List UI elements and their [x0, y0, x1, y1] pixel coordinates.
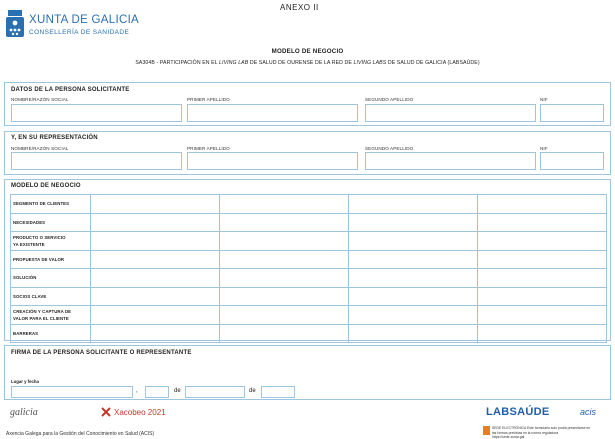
section-title: FIRMA DE LA PERSONA SOLICITANTE O REPRESENTANTE — [11, 350, 192, 356]
place-field[interactable] — [11, 386, 133, 398]
field-label: PRIMER APELLIDO — [187, 146, 230, 151]
grid-cell[interactable] — [220, 287, 349, 306]
grid-row-label — [11, 306, 91, 325]
row-label-line: PROPUESTA DE VALOR — [13, 256, 65, 262]
grid-row-label — [11, 250, 91, 269]
note-line: SEDE ELECTRÓNICA Este formulario solo podrá presentarse en — [492, 426, 591, 430]
field-label: NOMBRE/RAZÓN SOCIAL — [11, 146, 69, 151]
grid-cell[interactable] — [349, 287, 478, 306]
rep-nif-field[interactable] — [540, 152, 604, 170]
subtitle-part: SA304B - PARTICIPACIÓN EN EL — [135, 60, 220, 66]
de-separator: de — [174, 388, 181, 394]
grid-row — [11, 250, 607, 269]
note-line: las formas previstas en la norma reguladora — [492, 430, 559, 435]
grid-row-label — [11, 232, 91, 251]
grid-row — [11, 324, 607, 343]
row-label-line: SOLUCIÓN — [13, 275, 37, 281]
agency-name: Axencia Galega para la Gestión del Conocimiento en Salud (ACIS) — [6, 431, 155, 437]
section-title: MODELO DE NEGOCIO — [11, 183, 81, 189]
business-model-section — [4, 179, 611, 341]
representative-section — [4, 131, 611, 175]
rep-first-surname-field[interactable] — [187, 152, 358, 170]
grid-cell[interactable] — [478, 306, 607, 325]
field-label: SEGUNDO APELLIDO — [365, 97, 414, 102]
grid-cell[interactable] — [220, 324, 349, 343]
row-label-line: NECESIDADES — [13, 219, 46, 225]
grid-cell[interactable] — [220, 269, 349, 288]
rep-second-surname-field[interactable] — [365, 152, 536, 170]
xacobeo-text: Xacobeo 2021 — [114, 407, 166, 417]
row-label-line: YA EXISTENTE — [13, 241, 45, 247]
grid-cell[interactable] — [349, 306, 478, 325]
applicant-section — [4, 82, 611, 126]
grid-cell[interactable] — [91, 269, 220, 288]
document-title: MODELO DE NEGOCIO — [271, 48, 344, 55]
labsaude-logo: LABSAÚDE — [486, 406, 550, 418]
row-label-line: SOCIOS CLAVE — [13, 293, 47, 299]
grid-cell[interactable] — [91, 324, 220, 343]
field-label: NOMBRE/RAZÓN SOCIAL — [11, 97, 69, 102]
grid-cell[interactable] — [349, 250, 478, 269]
grid-cell[interactable] — [91, 287, 220, 306]
grid-cell[interactable] — [91, 195, 220, 214]
de-separator: de — [249, 388, 256, 394]
grid-cell[interactable] — [349, 195, 478, 214]
field-label: SEGUNDO APELLIDO — [365, 146, 414, 151]
grid-cell[interactable] — [220, 306, 349, 325]
logo-text — [29, 14, 139, 36]
rep-name-field[interactable] — [11, 152, 182, 170]
grid-cell[interactable] — [478, 213, 607, 232]
comma-separator: , — [136, 388, 138, 394]
grid-row — [11, 213, 607, 232]
grid-cell[interactable] — [220, 195, 349, 214]
grid-cell[interactable] — [478, 269, 607, 288]
xunta-emblem-icon — [6, 10, 24, 40]
month-field[interactable] — [185, 386, 245, 398]
applicant-name-field[interactable] — [11, 104, 182, 122]
grid-cell[interactable] — [478, 195, 607, 214]
grid-row — [11, 269, 607, 288]
acis-logo: acis — [580, 407, 597, 417]
grid-cell[interactable] — [220, 232, 349, 251]
grid-row-label — [11, 269, 91, 288]
grid-cell[interactable] — [349, 269, 478, 288]
row-label-line: PRODUCTO O SERVICIO — [13, 234, 66, 240]
grid-cell[interactable] — [220, 250, 349, 269]
org-title: XUNTA DE GALICIA — [29, 14, 140, 26]
grid-cell[interactable] — [349, 213, 478, 232]
grid-row-label — [11, 287, 91, 306]
section-title: DATOS DE LA PERSONA SOLICITANTE — [11, 87, 130, 93]
section-title: Y, EN SU REPRESENTACIÓN — [11, 135, 98, 141]
place-date-label: Lugar y fecha — [11, 379, 39, 384]
grid-cell[interactable] — [349, 324, 478, 343]
subtitle-part-italic: LIVING LABS — [353, 60, 387, 66]
page-footer — [0, 403, 615, 439]
grid-row-label — [11, 324, 91, 343]
grid-row — [11, 287, 607, 306]
business-model-grid — [10, 194, 607, 343]
annex-label: ANEXO II — [280, 3, 319, 12]
document-subtitle — [0, 60, 615, 66]
subtitle-part-italic: LIVING LAB — [219, 60, 249, 66]
grid-cell[interactable] — [478, 232, 607, 251]
electronic-office-note — [483, 426, 590, 439]
row-label-line: VALOR PARA EL CLIENTE — [13, 315, 69, 321]
org-subtitle: CONSELLERÍA DE SANIDADE — [29, 29, 130, 36]
grid-cell[interactable] — [478, 287, 607, 306]
row-label-line: CREACIÓN Y CAPTURA DE — [13, 308, 72, 314]
grid-row — [11, 232, 607, 251]
field-label: NIF — [540, 97, 548, 102]
xunta-logo — [6, 10, 139, 40]
subtitle-part: DE SALUD DE GALICIA (LABSAÚDE) — [386, 60, 480, 66]
sede-electronica-icon — [483, 426, 490, 435]
grid-cell[interactable] — [349, 232, 478, 251]
applicant-second-surname-field[interactable] — [365, 104, 536, 122]
grid-row-label — [11, 195, 91, 214]
grid-row — [11, 195, 607, 214]
grid-row — [11, 306, 607, 325]
field-label: PRIMER APELLIDO — [187, 97, 230, 102]
field-label: NIF — [540, 146, 548, 151]
page-header — [0, 0, 615, 46]
subtitle-part: DE SALUD DE OURENSE DE LA RED DE — [248, 60, 354, 66]
galicia-logo: galicia — [10, 407, 38, 418]
grid-cell[interactable] — [220, 213, 349, 232]
applicant-first-surname-field[interactable] — [187, 104, 358, 122]
year-field[interactable] — [261, 386, 295, 398]
applicant-nif-field[interactable] — [540, 104, 604, 122]
grid-cell[interactable] — [91, 232, 220, 251]
signature-section — [4, 345, 611, 400]
row-label-line: SEGMENTO DE CLIENTES — [13, 201, 70, 207]
grid-cell[interactable] — [91, 213, 220, 232]
day-field[interactable] — [145, 386, 169, 398]
note-line: https://sede.xunta.gal — [492, 435, 525, 439]
xacobeo-logo — [101, 407, 166, 417]
grid-cell[interactable] — [478, 250, 607, 269]
grid-cell[interactable] — [478, 324, 607, 343]
xacobeo-icon — [101, 407, 111, 417]
grid-cell[interactable] — [91, 250, 220, 269]
grid-row-label — [11, 213, 91, 232]
row-label-line: BARRERAS — [13, 330, 39, 336]
grid-cell[interactable] — [91, 306, 220, 325]
